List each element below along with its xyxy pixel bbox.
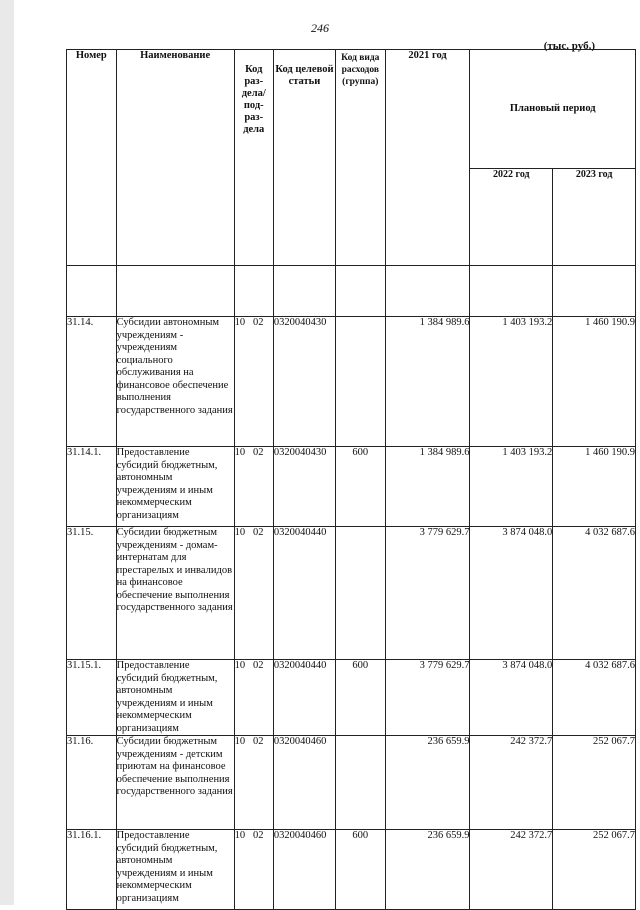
row-number: 31.16.1. — [67, 830, 117, 910]
row-amount-2023: 4 032 687.6 — [553, 527, 636, 660]
row-target-code: 0320040430 — [273, 317, 335, 447]
row-name: Предоставление субсидий бюджетным, автономным учреждениям и иным некоммерческим организациям — [116, 447, 234, 527]
header-target-code: Код целевой статьи — [273, 50, 335, 266]
row-expense-type: 600 — [335, 660, 385, 736]
header-section-code: Код раз-дела/ под-раз-дела — [234, 50, 273, 266]
row-amount-2022: 1 403 193.2 — [470, 447, 553, 527]
header-name: Наименование — [116, 50, 234, 266]
row-amount-2021: 3 779 629.7 — [385, 660, 470, 736]
budget-table — [66, 49, 636, 910]
table-row — [67, 736, 636, 830]
row-number: 31.16. — [67, 736, 117, 830]
row-amount-2022: 3 874 048.0 — [470, 660, 553, 736]
header-spacer-row — [67, 266, 636, 317]
table-row — [67, 660, 636, 736]
row-number: 31.14. — [67, 317, 117, 447]
row-number: 31.15. — [67, 527, 117, 660]
row-amount-2023: 4 032 687.6 — [553, 660, 636, 736]
row-number: 31.14.1. — [67, 447, 117, 527]
row-amount-2023: 1 460 190.9 — [553, 447, 636, 527]
row-name: Субсидии автономным учреждениям - учреждениям социального обслуживания на финансовое обеспечение выполнения государственного задания — [116, 317, 234, 447]
row-amount-2021: 1 384 989.6 — [385, 317, 470, 447]
row-amount-2021: 236 659.9 — [385, 830, 470, 910]
header-year-2023: 2023 год — [553, 169, 636, 266]
header-number: Номер — [67, 50, 117, 266]
row-amount-2022: 242 372.7 — [470, 830, 553, 910]
row-section-code: 10 02 — [234, 830, 273, 910]
units-label: (тыс. руб.) — [543, 40, 595, 52]
row-number: 31.15.1. — [67, 660, 117, 736]
row-target-code: 0320040460 — [273, 830, 335, 910]
page-number: 246 — [311, 21, 329, 35]
row-target-code: 0320040440 — [273, 527, 335, 660]
row-target-code: 0320040440 — [273, 660, 335, 736]
scan-edge-shadow — [0, 0, 14, 905]
row-section-code: 10 02 — [234, 527, 273, 660]
row-expense-type: 600 — [335, 830, 385, 910]
table-row — [67, 317, 636, 447]
row-amount-2021: 3 779 629.7 — [385, 527, 470, 660]
row-section-code: 10 02 — [234, 317, 273, 447]
table-row — [67, 527, 636, 660]
row-target-code: 0320040460 — [273, 736, 335, 830]
table-row — [67, 447, 636, 527]
row-name: Предоставление субсидий бюджетным, автономным учреждениям и иным некоммерческим организациям — [116, 830, 234, 910]
row-amount-2021: 236 659.9 — [385, 736, 470, 830]
header-expense-type-code: Код вида расходов (группа) — [335, 50, 385, 266]
row-amount-2023: 1 460 190.9 — [553, 317, 636, 447]
row-section-code: 10 02 — [234, 736, 273, 830]
row-target-code: 0320040430 — [273, 447, 335, 527]
row-amount-2022: 3 874 048.0 — [470, 527, 553, 660]
row-expense-type — [335, 317, 385, 447]
header-year-2022: 2022 год — [470, 169, 553, 266]
row-amount-2021: 1 384 989.6 — [385, 447, 470, 527]
row-amount-2023: 252 067.7 — [553, 830, 636, 910]
header-plan-period: Плановый период — [470, 50, 636, 169]
row-expense-type — [335, 527, 385, 660]
table-row — [67, 830, 636, 910]
row-section-code: 10 02 — [234, 660, 273, 736]
row-expense-type — [335, 736, 385, 830]
row-name: Субсидии бюджетным учреждениям - детским приютам на финансовое обеспечение выполнения государственного задания — [116, 736, 234, 830]
row-name: Предоставление субсидий бюджетным, автономным учреждениям и иным некоммерческим организациям — [116, 660, 234, 736]
row-amount-2022: 242 372.7 — [470, 736, 553, 830]
row-amount-2023: 252 067.7 — [553, 736, 636, 830]
row-name: Субсидии бюджетным учреждениям - домам-интернатам для престарелых и инвалидов на финансовое обеспечение выполнения государственного задания — [116, 527, 234, 660]
header-year-2021: 2021 год — [385, 50, 470, 266]
row-section-code: 10 02 — [234, 447, 273, 527]
row-amount-2022: 1 403 193.2 — [470, 317, 553, 447]
row-expense-type: 600 — [335, 447, 385, 527]
